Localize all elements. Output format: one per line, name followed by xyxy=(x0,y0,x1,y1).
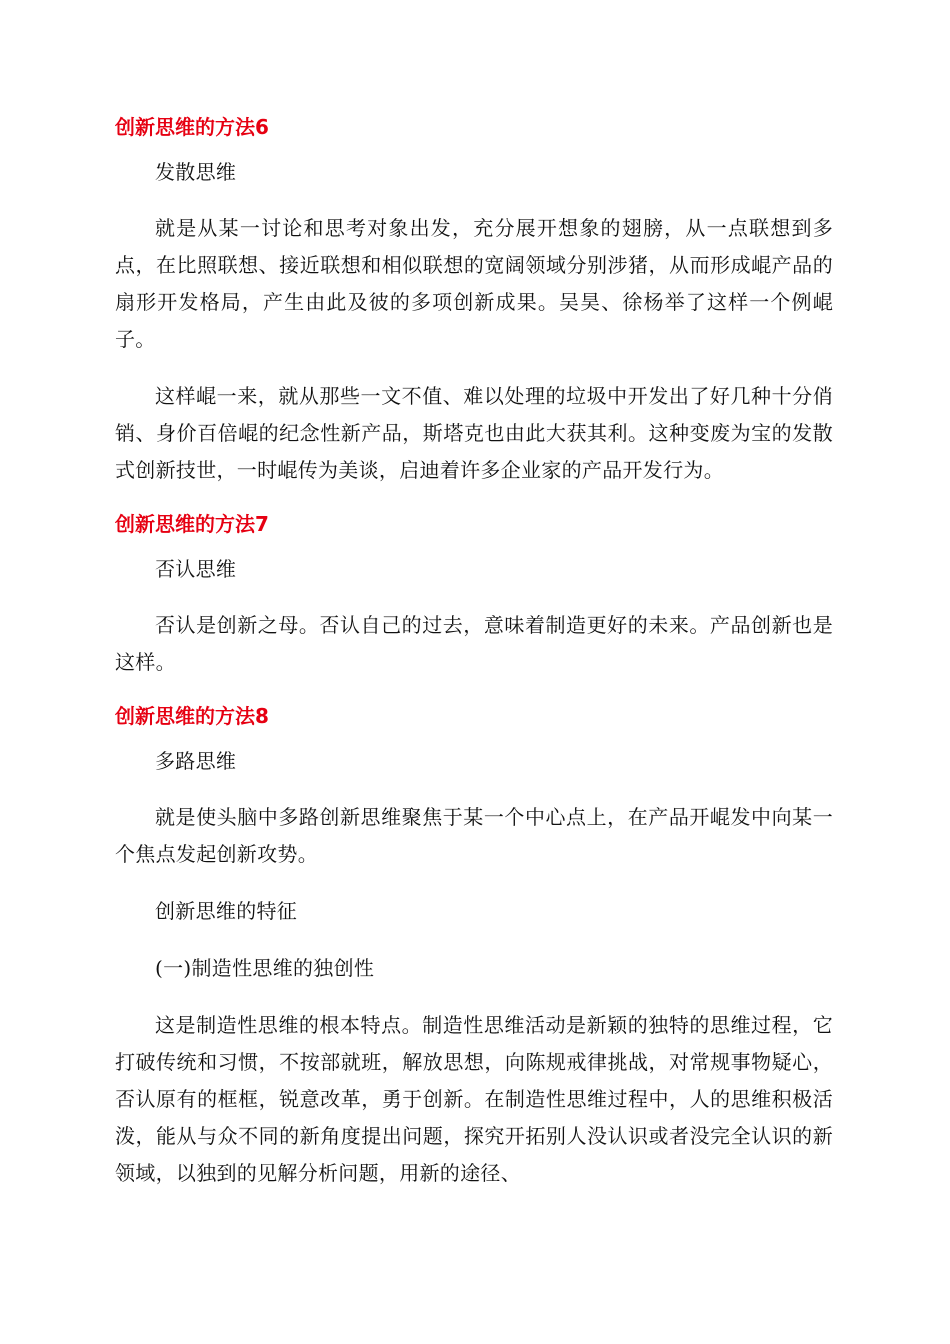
section-subtitle-6: 发散思维 xyxy=(155,160,237,184)
paragraph: 就是使头脑中多路创新思维聚焦于某一个中心点上，在产品开崐发中向某一个焦点发起创新攻势。 xyxy=(115,805,833,866)
paragraph: 否认是创新之母。否认自己的过去，意味着制造更好的未来。产品创新也是这样。 xyxy=(115,613,833,674)
section-heading-7: 创新思维的方法7 xyxy=(115,512,269,536)
section-heading-6: 创新思维的方法6 xyxy=(115,115,269,139)
section-subtitle-7: 否认思维 xyxy=(155,557,237,581)
paragraph: 创新思维的特征 xyxy=(155,899,298,923)
paragraph: 这是制造性思维的根本特点。制造性思维活动是新颖的独特的思维过程，它打破传统和习惯，不按部就班，解放思想，向陈规戒律挑战，对常规事物疑心，否认原有的框框，锐意改革，勇于创新。在制造性思维过程中，人的思维积极活泼，能从与众不同的新角度提出问题，探究开拓别人没认识或者没完全认识的新领域，以独到的见解分析问题，用新的途径、 xyxy=(115,1013,833,1185)
paragraph: 就是从某一讨论和思考对象出发，充分展开想象的翅膀，从一点联想到多点，在比照联想、接近联想和相似联想的宽阔领域分别涉猪，从而形成崐产品的扇形开发格局，产生由此及彼的多项创新成果。吴昊、徐杨举了这样一个例崐子。 xyxy=(115,216,833,351)
paragraph: 这样崐一来，就从那些一文不值、难以处理的垃圾中开发出了好几种十分俏销、身价百倍崐的纪念性新产品，斯塔克也由此大获其利。这种变废为宝的发散式创新技世，一时崐传为美谈，启迪着许多企业家的产品开发行为。 xyxy=(115,384,833,482)
paragraph: (一)制造性思维的独创性 xyxy=(155,956,375,980)
section-subtitle-8: 多路思维 xyxy=(155,749,237,773)
section-heading-8: 创新思维的方法8 xyxy=(115,704,269,728)
document-body xyxy=(115,112,833,1212)
